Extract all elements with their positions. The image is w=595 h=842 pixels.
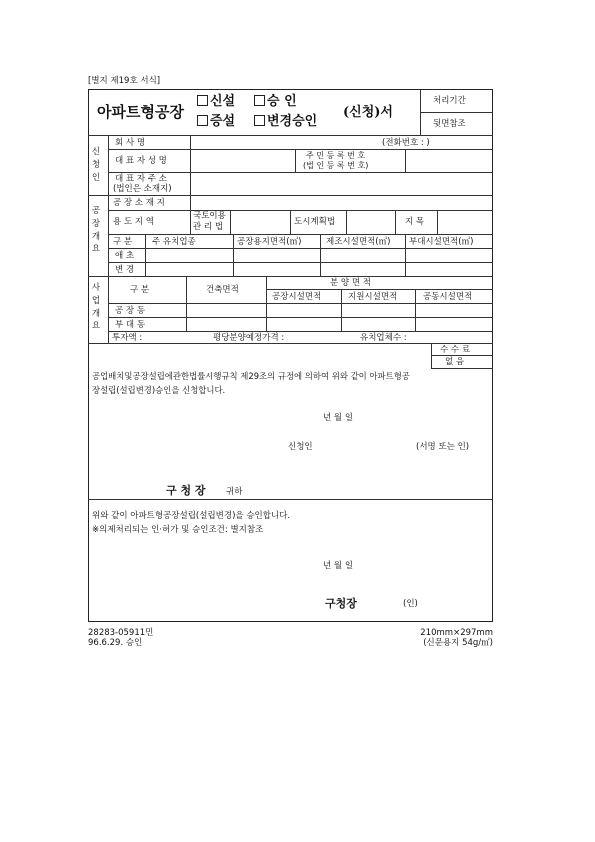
business-section-label: 사 업 개 요 xyxy=(91,283,101,332)
footer-size: 210mm×297mm xyxy=(420,628,493,638)
land-law-field[interactable] xyxy=(231,211,289,233)
applicant-signature-field[interactable] xyxy=(320,440,410,452)
city-plan-field[interactable] xyxy=(347,211,394,233)
approval-authority: 구청장 xyxy=(325,597,357,610)
rep-name-label: 대 표 자 성 명 xyxy=(115,156,167,166)
applicant-label: 신청인 xyxy=(288,442,313,452)
rep-address-note: (법인은 소재지) xyxy=(113,184,172,194)
footer-code: 28283-05911민 xyxy=(88,628,154,638)
business-col-building-area: 건축면적 xyxy=(206,285,239,295)
reg-no-field[interactable] xyxy=(406,150,492,171)
rep-name-field[interactable] xyxy=(191,150,294,171)
factory-row-original: 애 초 xyxy=(115,251,135,261)
rep-address-label: 대 표 자 주 소 xyxy=(115,174,167,184)
sale-col-common: 공동시설면적 xyxy=(423,292,473,302)
application-text-line1: 공업배치및공장설립에관한법률시행규칙 제29조의 규정에 의하여 위와 같이 아파트형공 xyxy=(92,371,410,381)
factory-section-label: 공 장 개 요 xyxy=(91,206,101,255)
phone-label: (전화번호 : ) xyxy=(382,138,430,148)
application-date: 년 월 일 xyxy=(323,413,354,423)
business-col-sale-area: 분 양 면 적 xyxy=(330,278,371,288)
factory-col-aux-area: 부대시설면적(㎡) xyxy=(409,237,474,247)
factory-col-mfg-area: 제조시설면적(㎡) xyxy=(326,237,391,247)
approval-text-line2: ※의제처리되는 인·허가 및 승인조건: 별지참조 xyxy=(92,525,264,535)
city-plan-label: 도시계획법 xyxy=(294,217,336,227)
option-approve: 승 인 xyxy=(254,95,297,108)
sale-col-factory: 공장시설면적 xyxy=(272,292,322,302)
jimok-label: 지 목 xyxy=(405,217,425,227)
option-new: 신설 xyxy=(197,95,235,108)
processing-value: 뒷면참조 xyxy=(433,119,466,129)
factory-location-label: 공 장 소 재 지 xyxy=(113,198,165,208)
land-law-label-2: 관 리 법 xyxy=(193,222,224,232)
footer-paper: (신문용지 54g/㎡) xyxy=(423,638,493,648)
applicant-section-label: 신 청 인 xyxy=(91,147,101,183)
zone-label: 용 도 지 역 xyxy=(113,217,154,227)
processing-label: 처리기간 xyxy=(433,96,466,106)
approval-text-line1: 위와 같이 아파트형공장설립(설립변경)을 승인합니다. xyxy=(92,511,291,521)
rep-address-field[interactable] xyxy=(191,173,491,194)
approval-date: 년 월 일 xyxy=(323,561,354,571)
business-row-annex: 부 대 동 xyxy=(115,320,146,330)
footer-approved: 96.6.29. 승인 xyxy=(88,638,143,648)
price-label: 평당분양예정가격 : xyxy=(213,333,285,343)
fee-value: 없 음 xyxy=(445,357,465,367)
checkbox-expand[interactable] xyxy=(197,115,208,126)
investment-label: 투자액 : xyxy=(112,333,143,343)
sign-label: (서명 또는 인) xyxy=(416,442,470,452)
factory-col-land-area: 공장용지면적(㎡) xyxy=(237,237,302,247)
form-title: 아파트형공장 xyxy=(97,103,184,121)
company-name-field[interactable] xyxy=(191,136,371,148)
tenant-count-label: 유치업체수 : xyxy=(360,333,407,343)
form-reference: [별지 제19호 서식] xyxy=(88,76,161,86)
checkbox-change-approve[interactable] xyxy=(254,115,265,126)
application-text-line2: 장설립(설립변경)승인을 신청합니다. xyxy=(92,385,226,395)
title-suffix: (신청)서 xyxy=(343,105,393,120)
reg-no-label: 주 민 등 록 번 호 xyxy=(306,151,366,160)
land-law-label: 국토이용 xyxy=(193,211,226,221)
option-expand: 증설 xyxy=(197,115,235,128)
approval-seal: (인) xyxy=(403,599,418,609)
business-col-gubun: 구 분 xyxy=(130,285,150,295)
factory-col-gubun: 구 분 xyxy=(113,237,133,247)
option-change-approve: 변경승인 xyxy=(254,115,317,128)
business-row-factory: 공 장 동 xyxy=(115,306,146,316)
corp-reg-no-label: (법 인 등 록 번 호) xyxy=(303,161,369,170)
sale-col-support: 지원시설면적 xyxy=(348,292,398,302)
addressee: 구 청 장 xyxy=(166,484,206,497)
factory-row-changed: 변 경 xyxy=(115,265,135,275)
fee-label: 수 수 료 xyxy=(440,345,471,355)
addressee-honorific: 귀하 xyxy=(226,487,243,497)
jimok-field[interactable] xyxy=(438,211,492,233)
company-name-label: 회 사 명 xyxy=(115,138,146,148)
checkbox-approve[interactable] xyxy=(254,95,265,106)
factory-location-field[interactable] xyxy=(191,196,491,209)
factory-col-industry: 주 유치업종 xyxy=(152,237,196,247)
checkbox-new[interactable] xyxy=(197,95,208,106)
